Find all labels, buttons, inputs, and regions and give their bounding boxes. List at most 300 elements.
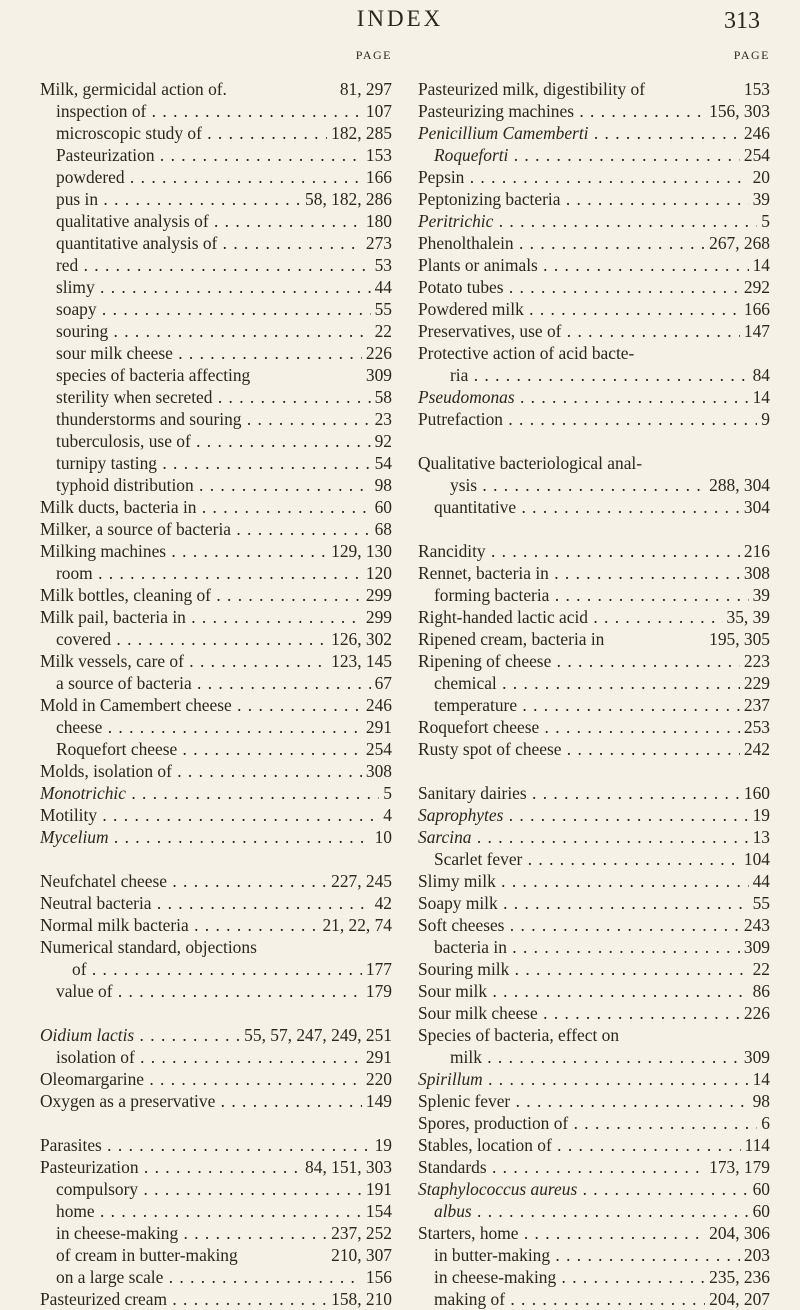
index-entry: [40, 430, 392, 452]
entry-term: Rusty spot of cheese: [418, 739, 562, 759]
index-entry: [418, 804, 770, 826]
entry-term: Pasteurizing machines: [418, 101, 574, 121]
entry-pages: 20: [749, 166, 770, 188]
index-entry: [418, 650, 770, 672]
entry-pages: 120: [362, 562, 392, 584]
entry-pages: 107: [362, 100, 392, 122]
entry-pages: 166: [740, 298, 770, 320]
entry-pages: 160: [740, 782, 770, 804]
entry-pages: 153: [740, 78, 770, 100]
column-label-left: PAGE: [355, 48, 392, 62]
entry-term: Pasteurized milk, digestibility of: [418, 79, 646, 99]
entry-term: Milk, germicidal action of.: [40, 79, 227, 99]
entry-pages: 42: [371, 892, 392, 914]
index-entry: [40, 496, 392, 518]
entry-term: Parasites: [40, 1135, 102, 1155]
index-entry: [40, 628, 392, 650]
index-entry: [418, 386, 770, 408]
entry-term: cheese: [56, 717, 103, 737]
entry-term: Pepsin: [418, 167, 465, 187]
entry-term: Pasteurization: [56, 145, 155, 165]
index-entry: [418, 1222, 770, 1244]
index-entry: [40, 1200, 392, 1222]
index-entry: [40, 122, 392, 144]
index-column-left: [40, 48, 392, 1310]
entry-pages: 309: [740, 1046, 770, 1068]
index-entry: [40, 870, 392, 892]
entry-term: species of bacteria affecting: [56, 365, 251, 385]
entry-term: Penicillium Camemberti: [418, 123, 589, 143]
index-entry: [40, 738, 392, 760]
entry-term: home: [56, 1201, 95, 1221]
index-entry: [418, 78, 770, 100]
entry-term: Motility: [40, 805, 98, 825]
entry-pages: 154: [362, 1200, 392, 1222]
index-entry: [418, 122, 770, 144]
index-entry: [418, 1046, 770, 1068]
index-entry: [40, 100, 392, 122]
index-entry: [418, 1024, 770, 1046]
index-entry: [418, 606, 770, 628]
index-entry: [40, 606, 392, 628]
index-entry: [40, 210, 392, 232]
entry-pages: 10: [371, 826, 392, 848]
index-entry: [40, 254, 392, 276]
entry-term: Sour milk: [418, 981, 488, 1001]
entry-term: compulsory: [56, 1179, 139, 1199]
index-entry: [40, 540, 392, 562]
index-entry: [40, 936, 392, 958]
entry-term: turnipy tasting: [56, 453, 157, 473]
entry-term: room: [56, 563, 93, 583]
entry-term: pus in: [56, 189, 99, 209]
index-entry: [418, 1156, 770, 1178]
entry-pages: 9: [757, 408, 770, 430]
entry-term: milk: [450, 1047, 482, 1067]
entry-term: typhoid distribution: [56, 475, 194, 495]
entry-pages: 84: [749, 364, 770, 386]
entry-pages: 299: [362, 606, 392, 628]
entry-pages: 166: [362, 166, 392, 188]
entry-pages: 68: [371, 518, 392, 540]
entry-pages: 39: [749, 188, 770, 210]
entry-pages: 195, 305: [705, 628, 770, 650]
entry-pages: 22: [749, 958, 770, 980]
entry-term: Milker, a source of bacteria: [40, 519, 231, 539]
index-entry: [418, 540, 770, 562]
entry-term: Protective action of acid bacte-: [418, 343, 635, 363]
index-entry: [418, 870, 770, 892]
index-entry: [418, 232, 770, 254]
entry-term: Monotrichic: [40, 783, 126, 803]
entry-pages: 14: [749, 1068, 770, 1090]
entry-pages: 173, 179: [705, 1156, 770, 1178]
index-entry: [418, 1068, 770, 1090]
index-entry: [418, 562, 770, 584]
entry-pages: 180: [362, 210, 392, 232]
entry-pages: 60: [371, 496, 392, 518]
entry-term: microscopic study of: [56, 123, 202, 143]
entry-term: Right-handed lactic acid: [418, 607, 588, 627]
index-entry: [418, 408, 770, 430]
index-entry: [40, 958, 392, 980]
entry-pages: 291: [362, 1046, 392, 1068]
entry-pages: 54: [371, 452, 392, 474]
entry-pages: 81, 297: [336, 78, 392, 100]
entry-pages: 210, 307: [327, 1244, 392, 1266]
entry-term: covered: [56, 629, 112, 649]
entry-pages: 67: [371, 672, 392, 694]
entry-term: Sanitary dairies: [418, 783, 527, 803]
entry-term: Ripened cream, bacteria in: [418, 629, 605, 649]
entry-term: ria: [450, 365, 469, 385]
index-entry: [418, 474, 770, 496]
entry-pages: 229: [740, 672, 770, 694]
entry-term: sterility when secreted: [56, 387, 213, 407]
entry-pages: 19: [371, 1134, 392, 1156]
index-entry: [40, 1156, 392, 1178]
entry-pages: 253: [740, 716, 770, 738]
entry-term: Splenic fever: [418, 1091, 511, 1111]
index-entry: [418, 716, 770, 738]
entry-term: Spirillum: [418, 1069, 483, 1089]
entry-term: Slimy milk: [418, 871, 496, 891]
index-entry: [40, 804, 392, 826]
entry-term: inspection of: [56, 101, 147, 121]
index-entry: [40, 980, 392, 1002]
entry-pages: 92: [371, 430, 392, 452]
entry-term: red: [56, 255, 79, 275]
entry-term: Roqueforti: [434, 145, 509, 165]
entry-term: Preservatives, use of: [418, 321, 562, 341]
index-entry: [418, 914, 770, 936]
entry-term: value of: [56, 981, 113, 1001]
entry-term: Phenolthalein: [418, 233, 514, 253]
entry-pages: 21, 22, 74: [318, 914, 392, 936]
index-entry: [40, 232, 392, 254]
entry-pages: 182, 285: [327, 122, 392, 144]
entry-term: Pseudomonas: [418, 387, 515, 407]
entry-pages: 309: [362, 364, 392, 386]
entry-term: Saprophytes: [418, 805, 504, 825]
entry-pages: 58, 182, 286: [301, 188, 392, 210]
index-entry: [418, 584, 770, 606]
entry-term: ysis: [450, 475, 478, 495]
entry-pages: 153: [362, 144, 392, 166]
entry-pages: 104: [740, 848, 770, 870]
entry-pages: 4: [379, 804, 392, 826]
entry-term: a source of bacteria: [56, 673, 192, 693]
entry-term: Peritrichic: [418, 211, 494, 231]
entry-pages: 13: [749, 826, 770, 848]
entry-term: Species of bacteria, effect on: [418, 1025, 620, 1045]
index-entry: [418, 1134, 770, 1156]
entry-term: sour milk cheese: [56, 343, 173, 363]
entry-pages: 267, 268: [705, 232, 770, 254]
entry-term: Neutral bacteria: [40, 893, 152, 913]
entry-pages: 177: [362, 958, 392, 980]
index-entry: [40, 782, 392, 804]
index-entry: [40, 892, 392, 914]
index-entry: [40, 518, 392, 540]
index-entry: [418, 320, 770, 342]
entry-term: in cheese-making: [434, 1267, 557, 1287]
entry-term: Normal milk bacteria: [40, 915, 189, 935]
index-entry: [40, 1178, 392, 1200]
entry-pages: 203: [740, 1244, 770, 1266]
index-entry: [40, 1068, 392, 1090]
entry-pages: 6: [757, 1112, 770, 1134]
entry-term: Rennet, bacteria in: [418, 563, 549, 583]
index-entry: [40, 1222, 392, 1244]
entry-term: Standards: [418, 1157, 487, 1177]
index-entry: [418, 496, 770, 518]
entry-pages: 204, 306: [705, 1222, 770, 1244]
index-entry: [40, 298, 392, 320]
entry-pages: 291: [362, 716, 392, 738]
entry-pages: 53: [371, 254, 392, 276]
entry-pages: 235, 236: [705, 1266, 770, 1288]
entry-pages: 149: [362, 1090, 392, 1112]
index-entry: [418, 694, 770, 716]
entry-term: tuberculosis, use of: [56, 431, 191, 451]
entry-pages: 226: [740, 1002, 770, 1024]
index-entry: [418, 1178, 770, 1200]
index-entry: [418, 298, 770, 320]
index-entry: [40, 694, 392, 716]
entry-pages: 156: [362, 1266, 392, 1288]
entry-term: Milk bottles, cleaning of: [40, 585, 211, 605]
entry-pages: 220: [362, 1068, 392, 1090]
entry-term: Staphylococcus aureus: [418, 1179, 578, 1199]
entry-pages: 39: [749, 584, 770, 606]
entry-term: Scarlet fever: [434, 849, 523, 869]
entry-term: Oleomargarine: [40, 1069, 144, 1089]
entry-pages: 309: [740, 936, 770, 958]
entry-pages: 58: [371, 386, 392, 408]
index-entry: [418, 100, 770, 122]
entry-term: Milk ducts, bacteria in: [40, 497, 197, 517]
entry-pages: 55: [371, 298, 392, 320]
index-entry: [40, 1046, 392, 1068]
entry-term: Neufchatel cheese: [40, 871, 167, 891]
entry-pages: 147: [740, 320, 770, 342]
entry-pages: 288, 304: [705, 474, 770, 496]
index-entry: [40, 188, 392, 210]
entry-pages: 5: [379, 782, 392, 804]
index-entry: [418, 848, 770, 870]
index-entry: [418, 980, 770, 1002]
entry-pages: 237: [740, 694, 770, 716]
index-entry: [418, 210, 770, 232]
index-entry: [40, 408, 392, 430]
entry-pages: 5: [757, 210, 770, 232]
entry-term: chemical: [434, 673, 497, 693]
index-entry: [40, 144, 392, 166]
index-entry: [418, 672, 770, 694]
index-entry: [40, 386, 392, 408]
index-entry: [418, 1288, 770, 1310]
entry-pages: 86: [749, 980, 770, 1002]
entry-term: Milking machines: [40, 541, 167, 561]
entry-term: Pasteurization: [40, 1157, 139, 1177]
entry-pages: 292: [740, 276, 770, 298]
entry-pages: 35, 39: [723, 606, 770, 628]
index-entry: [418, 738, 770, 760]
entry-pages: 55, 57, 247, 249, 251: [240, 1024, 392, 1046]
index-entry: [418, 1266, 770, 1288]
index-entry: [40, 342, 392, 364]
entry-pages: 129, 130: [327, 540, 392, 562]
index-entry: [418, 188, 770, 210]
index-entry: [418, 1002, 770, 1024]
index-entry: [40, 826, 392, 848]
entry-pages: 126, 302: [327, 628, 392, 650]
index-entry: [418, 364, 770, 386]
index-entry: [40, 716, 392, 738]
index-entry: [40, 166, 392, 188]
entry-pages: 223: [740, 650, 770, 672]
entry-pages: 254: [362, 738, 392, 760]
entry-term: Souring milk: [418, 959, 510, 979]
entry-pages: 60: [749, 1200, 770, 1222]
entry-pages: 23: [371, 408, 392, 430]
index-entry: [418, 782, 770, 804]
index-entry: [418, 1244, 770, 1266]
entry-term: thunderstorms and souring: [56, 409, 242, 429]
entry-pages: 14: [749, 254, 770, 276]
entry-term: souring: [56, 321, 109, 341]
entry-term: slimy: [56, 277, 95, 297]
entry-term: Mycelium: [40, 827, 109, 847]
index-entry: [40, 760, 392, 782]
entry-term: forming bacteria: [434, 585, 550, 605]
index-entry: [40, 1244, 392, 1266]
index-entry: [40, 914, 392, 936]
page-header: [0, 6, 800, 42]
entry-pages: 44: [371, 276, 392, 298]
entry-term: of cream in butter-making: [56, 1245, 238, 1265]
entry-term: Pasteurized cream: [40, 1289, 167, 1309]
entry-term: Spores, production of: [418, 1113, 569, 1133]
entry-term: Mold in Camembert cheese: [40, 695, 232, 715]
entry-pages: 191: [362, 1178, 392, 1200]
entry-term: albus: [434, 1201, 472, 1221]
index-entry: [40, 276, 392, 298]
index-entry: [40, 1090, 392, 1112]
entry-term: Oxygen as a preservative: [40, 1091, 216, 1111]
entry-term: Ripening of cheese: [418, 651, 552, 671]
entry-term: Powdered milk: [418, 299, 524, 319]
index-entry: [418, 958, 770, 980]
entry-pages: 55: [749, 892, 770, 914]
entry-pages: 98: [749, 1090, 770, 1112]
entry-term: Numerical standard, objections: [40, 937, 257, 957]
entry-pages: 237, 252: [327, 1222, 392, 1244]
index-entry: [40, 1024, 392, 1046]
entry-pages: 246: [362, 694, 392, 716]
entry-pages: 246: [740, 122, 770, 144]
index-entry: [418, 342, 770, 364]
entry-term: Qualitative bacteriological anal-: [418, 453, 643, 473]
index-entry: [40, 78, 392, 100]
index-entry: [40, 672, 392, 694]
entry-pages: 299: [362, 584, 392, 606]
index-entry: [418, 628, 770, 650]
entry-term: Sarcina: [418, 827, 472, 847]
entry-pages: 123, 145: [327, 650, 392, 672]
index-entry: [40, 562, 392, 584]
entry-pages: 98: [371, 474, 392, 496]
index-entry: [40, 584, 392, 606]
index-entry: [418, 276, 770, 298]
index-entry: [40, 452, 392, 474]
index-entry: [418, 452, 770, 474]
entry-term: Soft cheeses: [418, 915, 505, 935]
index-entry: [418, 144, 770, 166]
entry-pages: 308: [362, 760, 392, 782]
entry-pages: 308: [740, 562, 770, 584]
index-entry: [40, 1266, 392, 1288]
entry-term: Milk vessels, care of: [40, 651, 184, 671]
entry-term: Roquefort cheese: [56, 739, 178, 759]
entry-term: in cheese-making: [56, 1223, 179, 1243]
entry-term: on a large scale: [56, 1267, 164, 1287]
index-entry: [40, 1134, 392, 1156]
index-entry: [40, 320, 392, 342]
entry-term: temperature: [434, 695, 518, 715]
entry-pages: 60: [749, 1178, 770, 1200]
entry-term: Potato tubes: [418, 277, 504, 297]
index-entry: [418, 166, 770, 188]
entry-term: Molds, isolation of: [40, 761, 172, 781]
entry-pages: 84, 151, 303: [301, 1156, 392, 1178]
entry-term: soapy: [56, 299, 97, 319]
index-entry: [40, 474, 392, 496]
index-entry: [40, 364, 392, 386]
entry-term: Rancidity: [418, 541, 486, 561]
entry-pages: 216: [740, 540, 770, 562]
entry-term: Putrefaction: [418, 409, 503, 429]
index-entry: [418, 1090, 770, 1112]
entry-pages: 179: [362, 980, 392, 1002]
entry-pages: 44: [749, 870, 770, 892]
entry-term: isolation of: [56, 1047, 135, 1067]
entry-term: making of: [434, 1289, 505, 1309]
entry-term: Starters, home: [418, 1223, 519, 1243]
entry-pages: 14: [749, 386, 770, 408]
index-entry: [418, 254, 770, 276]
entry-term: Stables, location of: [418, 1135, 552, 1155]
entry-pages: 19: [749, 804, 770, 826]
entry-pages: 226: [362, 342, 392, 364]
index-entry: [418, 1112, 770, 1134]
entry-term: of: [72, 959, 87, 979]
entry-pages: 204, 207: [705, 1288, 770, 1310]
entry-term: bacteria in: [434, 937, 507, 957]
entry-term: qualitative analysis of: [56, 211, 209, 231]
entry-term: quantitative: [434, 497, 517, 517]
entry-pages: 156, 303: [705, 100, 770, 122]
entry-pages: 114: [741, 1134, 770, 1156]
entry-pages: 254: [740, 144, 770, 166]
index-entry: [40, 1288, 392, 1310]
index-entry: [418, 936, 770, 958]
page-title: INDEX: [356, 6, 444, 31]
entry-pages: 243: [740, 914, 770, 936]
entry-pages: 273: [362, 232, 392, 254]
entry-pages: 158, 210: [327, 1288, 392, 1310]
